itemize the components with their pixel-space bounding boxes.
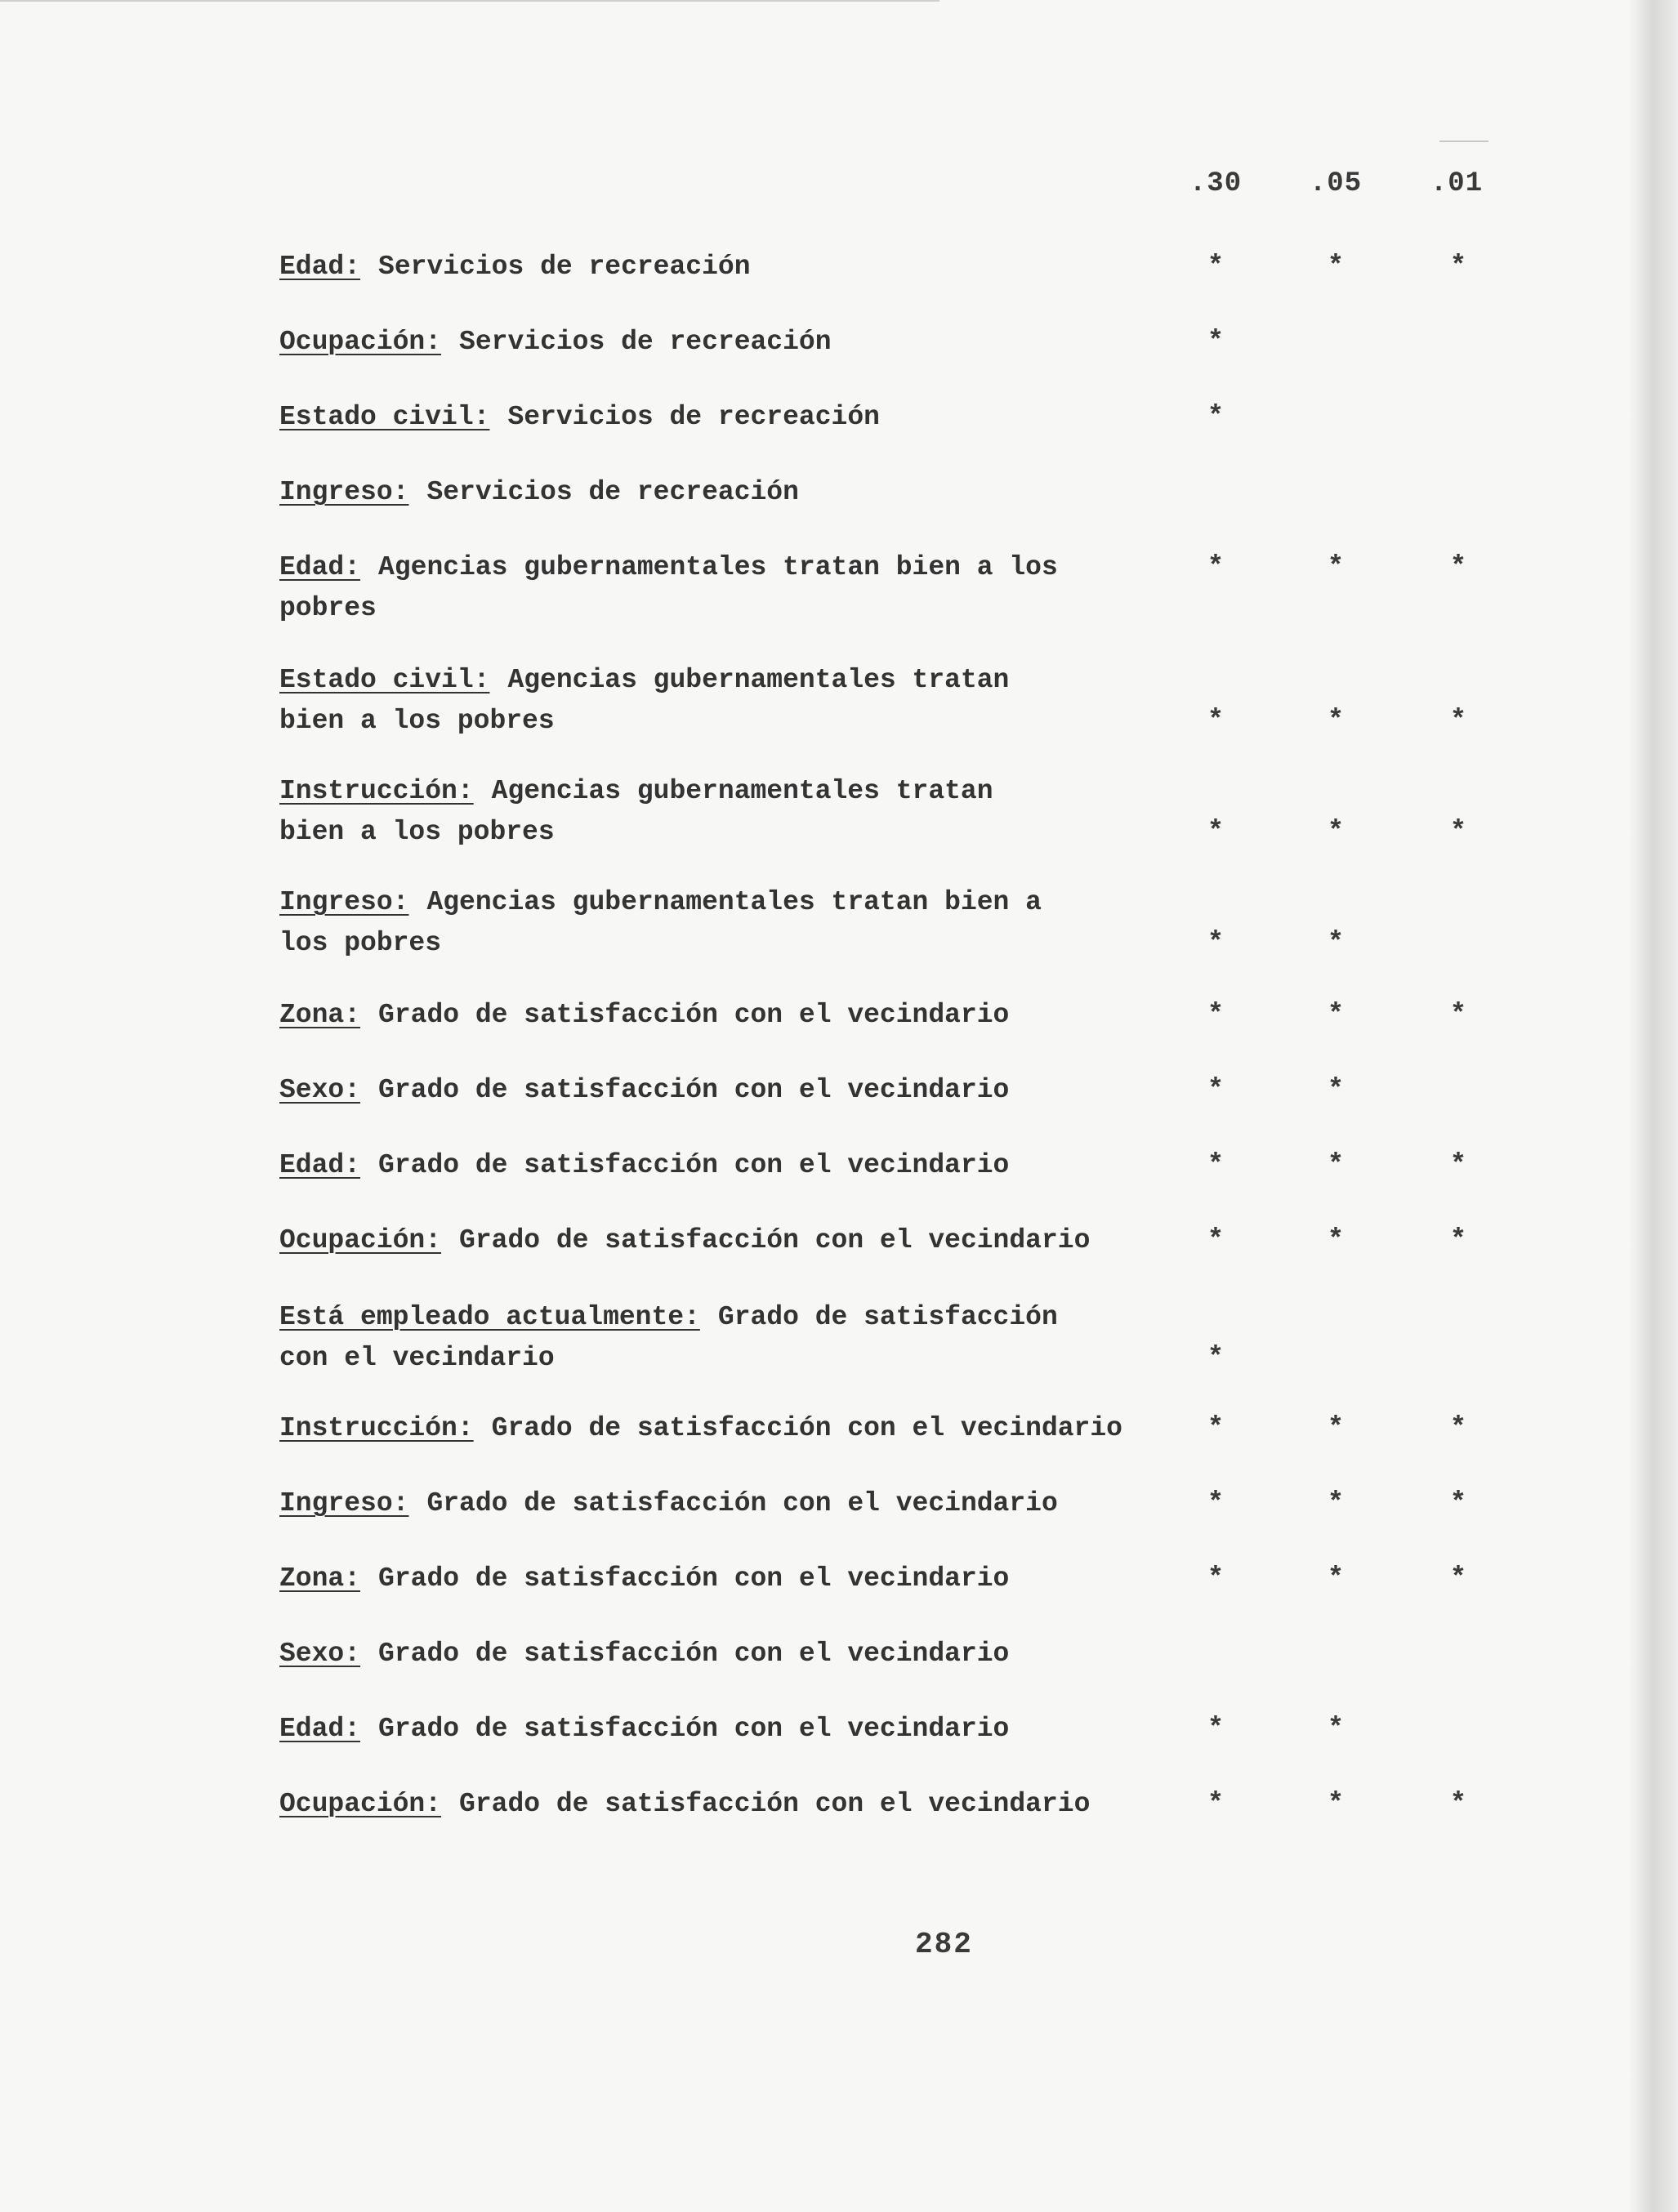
significance-mark: * xyxy=(1449,1488,1467,1519)
table-row xyxy=(279,1145,1178,1186)
row-label: Ocupación: xyxy=(279,1789,442,1819)
significance-mark: * xyxy=(1449,1413,1467,1444)
row-text: Servicios de recreación xyxy=(378,252,751,282)
table-row xyxy=(279,771,1064,853)
row-text: Grado de satisfacción con el vecindario xyxy=(378,1714,1010,1744)
significance-mark: * xyxy=(1207,928,1225,959)
row-text: Grado de satisfacción con el vecindario xyxy=(378,1639,1010,1669)
significance-mark: * xyxy=(1449,1000,1467,1031)
table-row xyxy=(279,995,1178,1036)
row-label: Ingreso: xyxy=(279,887,409,917)
row-text: Servicios de recreación xyxy=(426,477,799,507)
significance-mark: * xyxy=(1207,1714,1225,1745)
significance-mark: * xyxy=(1327,1225,1345,1256)
significance-mark: * xyxy=(1327,1000,1345,1031)
significance-mark: * xyxy=(1327,1488,1345,1519)
row-text: Servicios de recreación xyxy=(507,402,880,432)
column-header-30: .30 xyxy=(1189,168,1243,199)
significance-mark: * xyxy=(1327,1714,1345,1745)
faint-mark xyxy=(1439,140,1488,142)
table-row xyxy=(279,1709,1178,1750)
significance-mark: * xyxy=(1327,1563,1345,1594)
row-text: Grado de satisfacción con el vecindario xyxy=(378,1075,1010,1105)
table-row xyxy=(279,547,1064,629)
table-row xyxy=(279,882,1064,964)
column-header-01: .01 xyxy=(1430,168,1484,199)
significance-mark: * xyxy=(1207,1150,1225,1181)
row-text: Grado de satisfacción con el vecindario xyxy=(378,1563,1010,1594)
row-text: Grado de satisfacción con el vecindario xyxy=(459,1789,1091,1819)
table-row xyxy=(279,1634,1178,1675)
significance-mark: * xyxy=(1327,1789,1345,1820)
table-row xyxy=(279,1070,1178,1111)
row-label: Instrucción: xyxy=(279,776,474,806)
row-label: Edad: xyxy=(279,252,361,282)
page-number: 282 xyxy=(915,1928,973,1961)
significance-mark: * xyxy=(1449,706,1467,737)
row-text: Agencias gubernamentales tratan bien a los pobres xyxy=(279,887,1042,958)
table-row xyxy=(279,1408,1178,1449)
significance-mark: * xyxy=(1327,706,1345,737)
significance-mark: * xyxy=(1207,402,1225,433)
significance-mark: * xyxy=(1207,1000,1225,1031)
significance-mark: * xyxy=(1449,1563,1467,1594)
row-label: Edad: xyxy=(279,552,361,582)
row-label: Instrucción: xyxy=(279,1413,474,1443)
significance-mark: * xyxy=(1207,1225,1225,1256)
significance-mark: * xyxy=(1327,1150,1345,1181)
row-label: Ocupación: xyxy=(279,1225,442,1255)
table-row xyxy=(279,1559,1178,1599)
significance-mark: * xyxy=(1207,1789,1225,1820)
row-label: Edad: xyxy=(279,1150,361,1180)
significance-mark: * xyxy=(1327,252,1345,283)
row-label: Estado civil: xyxy=(279,665,490,695)
significance-mark: * xyxy=(1207,817,1225,848)
row-text: Grado de satisfacción con el vecindario xyxy=(426,1488,1058,1519)
significance-mark: * xyxy=(1207,327,1225,358)
row-label: Edad: xyxy=(279,1714,361,1744)
row-text: Agencias gubernamentales tratan bien a los pobres xyxy=(279,776,993,847)
significance-mark: * xyxy=(1327,928,1345,959)
table-row xyxy=(279,660,1064,742)
row-text: Agencias gubernamentales tratan bien a los pobres xyxy=(279,552,1058,623)
row-label: Sexo: xyxy=(279,1639,361,1669)
significance-mark: * xyxy=(1207,706,1225,737)
significance-mark: * xyxy=(1207,1563,1225,1594)
table-row xyxy=(279,322,1178,363)
top-rule xyxy=(0,0,939,2)
row-label: Zona: xyxy=(279,1000,361,1030)
significance-mark: * xyxy=(1449,817,1467,848)
row-label: Estado civil: xyxy=(279,402,490,432)
significance-mark: * xyxy=(1327,1413,1345,1444)
table-row xyxy=(279,1784,1178,1825)
row-text: Grado de satisfacción con el vecindario xyxy=(459,1225,1091,1255)
table-row xyxy=(279,472,1178,513)
table-row xyxy=(279,1220,1178,1261)
row-label: Ingreso: xyxy=(279,1488,409,1519)
significance-mark: * xyxy=(1449,552,1467,583)
row-label: Zona: xyxy=(279,1563,361,1594)
column-header-05: .05 xyxy=(1309,168,1363,199)
significance-mark: * xyxy=(1327,817,1345,848)
significance-mark: * xyxy=(1449,1789,1467,1820)
table-row xyxy=(279,397,1178,438)
row-text: Grado de satisfacción con el vecindario xyxy=(279,1302,1058,1373)
row-text: Grado de satisfacción con el vecindario xyxy=(378,1000,1010,1030)
significance-mark: * xyxy=(1207,1413,1225,1444)
row-text: Grado de satisfacción con el vecindario xyxy=(491,1413,1122,1443)
table-row xyxy=(279,247,1178,288)
significance-mark: * xyxy=(1207,1343,1225,1374)
row-label: Sexo: xyxy=(279,1075,361,1105)
significance-mark: * xyxy=(1449,1150,1467,1181)
row-label: Está empleado actualmente: xyxy=(279,1302,700,1332)
row-text: Agencias gubernamentales tratan bien a los pobres xyxy=(279,665,1010,736)
significance-mark: * xyxy=(1449,1225,1467,1256)
significance-mark: * xyxy=(1207,552,1225,583)
row-label: Ingreso: xyxy=(279,477,409,507)
table-row xyxy=(279,1483,1178,1524)
row-text: Grado de satisfacción con el vecindario xyxy=(378,1150,1010,1180)
row-text: Servicios de recreación xyxy=(459,327,832,357)
significance-mark: * xyxy=(1207,252,1225,283)
table-row xyxy=(279,1297,1064,1379)
significance-mark: * xyxy=(1449,252,1467,283)
significance-mark: * xyxy=(1327,552,1345,583)
significance-mark: * xyxy=(1207,1075,1225,1106)
significance-mark: * xyxy=(1327,1075,1345,1106)
row-label: Ocupación: xyxy=(279,327,442,357)
significance-mark: * xyxy=(1207,1488,1225,1519)
page-edge-shadow xyxy=(1629,0,1678,2212)
